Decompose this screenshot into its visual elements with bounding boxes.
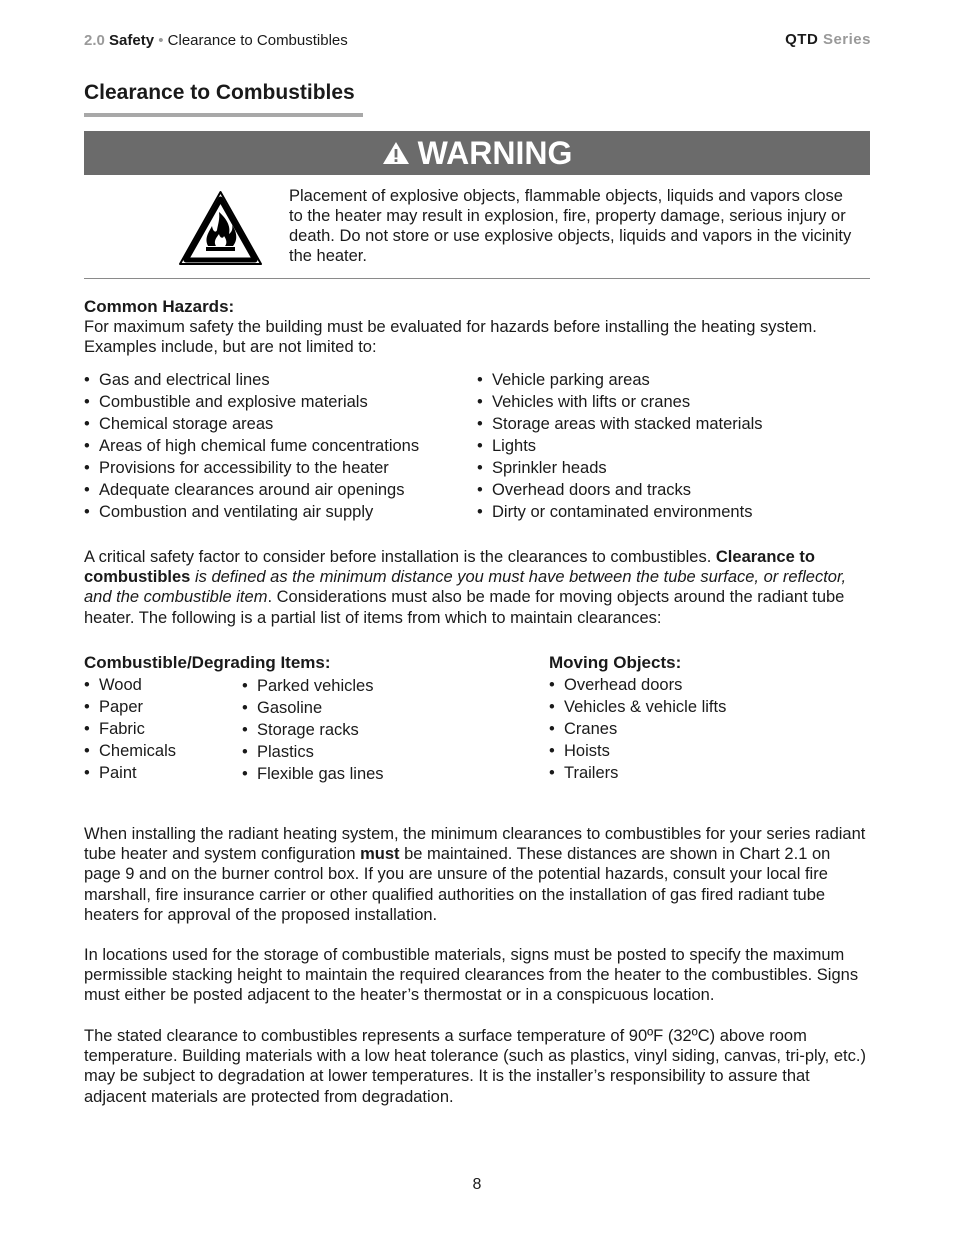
page-title: Clearance to Combustibles (84, 81, 355, 104)
para-text: . Considerations must also be made for moving objects around the radiant tube heater. The following is a partial list of items from which to maintain clearances: (84, 588, 845, 627)
title-underline (84, 113, 363, 117)
list-item: • Hoists (549, 741, 726, 763)
running-header-breadcrumb (84, 32, 348, 49)
list-item: • Combustible and explosive materials (84, 392, 419, 414)
hazards-list-left (84, 370, 419, 524)
list-item: • Combustion and ventilating air supply (84, 502, 419, 524)
list-item: • Cranes (549, 719, 726, 741)
hazards-list-right (477, 370, 763, 524)
list-item: • Vehicles with lifts or cranes (477, 392, 763, 414)
flammable-hazard-icon (178, 190, 263, 266)
list-item: • Gasoline (242, 698, 384, 720)
list-item: • Provisions for accessibility to the heater (84, 458, 419, 480)
list-item: • Fabric (84, 719, 176, 741)
common-hazards-intro: For maximum safety the building must be evaluated for hazards before installing the heating system. Examples include, but are not limited to: (84, 318, 817, 357)
para-text: A critical safety factor to consider before installation is the clearances to combustibles. (84, 548, 716, 566)
list-item: • Lights (477, 436, 763, 458)
list-item: • Gas and electrical lines (84, 370, 419, 392)
subsection-name: Clearance to Combustibles (167, 32, 348, 49)
list-item: • Chemicals (84, 741, 176, 763)
para-text: When installing the radiant heating system, the minimum clearances to combustibles for your series radiant tube heater and system configuration (84, 825, 866, 864)
warning-divider (84, 278, 870, 279)
breadcrumb-separator: • (158, 32, 164, 49)
combustible-items-list-1 (84, 675, 176, 785)
list-item: • Parked vehicles (242, 676, 384, 698)
combustible-items-list-2 (242, 676, 384, 786)
moving-objects-heading: Moving Objects: (549, 653, 682, 672)
series-label (785, 31, 871, 48)
series-code: QTD (785, 31, 819, 48)
list-item: • Flexible gas lines (242, 764, 384, 786)
list-item: • Plastics (242, 742, 384, 764)
list-item: • Trailers (549, 763, 726, 785)
list-item: • Paper (84, 697, 176, 719)
combustible-items-heading: Combustible/Degrading Items: (84, 653, 331, 672)
defined-term: Clearance to combustibles (84, 548, 815, 587)
list-item: • Adequate clearances around air openings (84, 480, 419, 502)
installation-paragraph (84, 824, 870, 925)
storage-paragraph: In locations used for the storage of combustible materials, signs must be posted to specify the maximum permissible stacking height to maintain the required clearances from the heater to the combustibles. Signs must either be posted adjacent to the heater’s thermostat or in a conspicuous location. (84, 946, 859, 1005)
list-item: • Wood (84, 675, 176, 697)
list-item: • Chemical storage areas (84, 414, 419, 436)
list-item: • Overhead doors (549, 675, 726, 697)
list-item: • Overhead doors and tracks (477, 480, 763, 502)
list-item: • Areas of high chemical fume concentrations (84, 436, 419, 458)
list-item: • Storage areas with stacked materials (477, 414, 763, 436)
list-item: • Dirty or contaminated environments (477, 502, 763, 524)
list-item: • Sprinkler heads (477, 458, 763, 480)
section-number: 2.0 (84, 32, 105, 49)
warning-triangle-icon (382, 141, 410, 165)
section-name: Safety (109, 32, 155, 49)
term-definition: is defined as the minimum distance you must have between the tube surface, or reflector, and the combustible item (84, 568, 847, 607)
list-item: • Vehicle parking areas (477, 370, 763, 392)
emphasis-must: must (360, 845, 400, 864)
list-item: • Paint (84, 763, 176, 785)
warning-label: WARNING (417, 134, 573, 171)
warning-banner (84, 131, 870, 175)
warning-text: Placement of explosive objects, flammable objects, liquids and vapors close to the heater may result in explosion, fire, property damage, serious injury or death. Do not store or use explosive objects, liquids and vapors in the vicinity the heater. (289, 187, 852, 265)
list-item: • Storage racks (242, 720, 384, 742)
clearance-definition-paragraph (84, 547, 870, 628)
common-hazards-heading: Common Hazards: (84, 297, 235, 316)
page-number: 8 (472, 1176, 482, 1193)
moving-objects-list (549, 675, 726, 785)
list-item: • Vehicles & vehicle lifts (549, 697, 726, 719)
series-word: Series (822, 31, 871, 48)
temperature-paragraph: The stated clearance to combustibles represents a surface temperature of 90ºF (32ºC) above room temperature. Building materials with a low heat tolerance (such as plastics, vinyl siding, canvas, tri-ply, etc.) may be subject to degradation at lower temperatures. It is the installer’s responsibility to assure that adjacent materials are protected from degradation. (84, 1027, 866, 1106)
para-text: be maintained. These distances are shown in Chart 2.1 on page 9 and on the burner control box. If you are unsure of the potential hazards, consult your local fire marshall, fire insurance carrier or other qualified authorities on the installation of gas fired radiant tube heaters for approval of the proposed installation. (84, 845, 831, 924)
